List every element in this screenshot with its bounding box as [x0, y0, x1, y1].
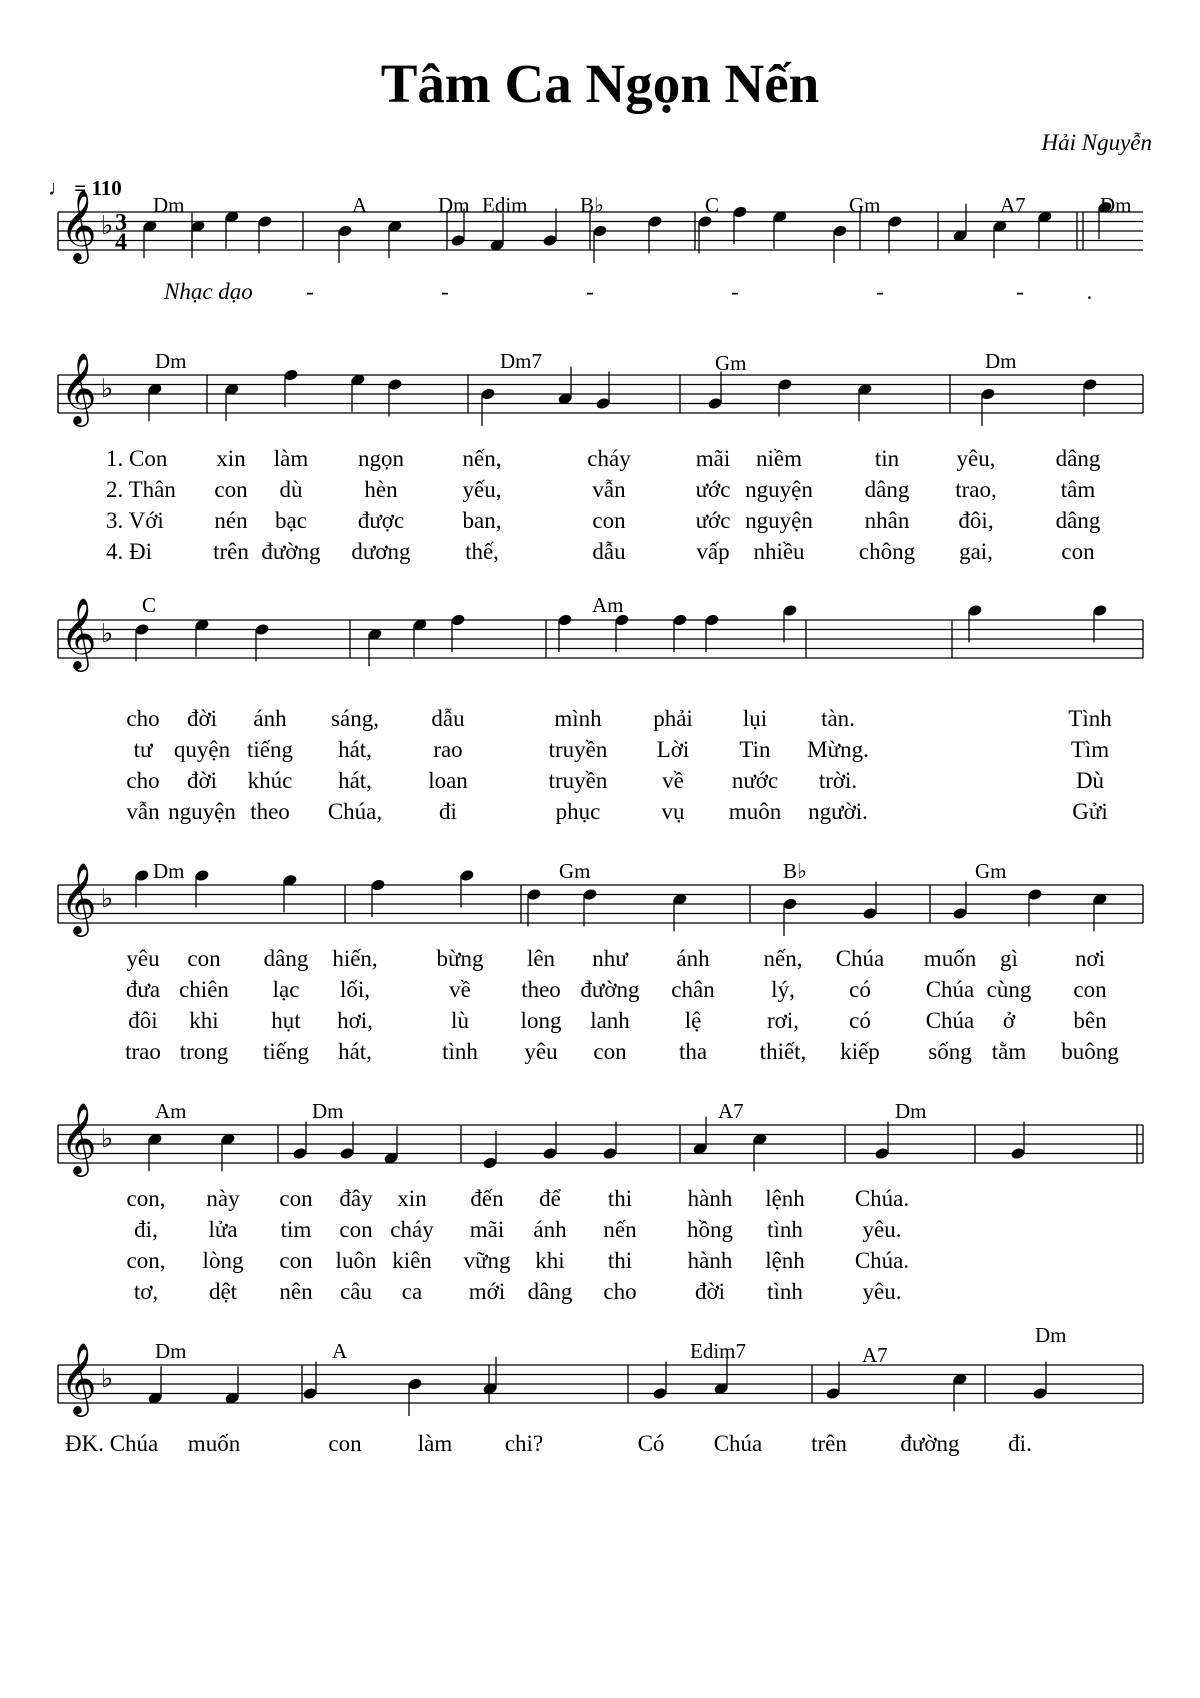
- lyric-syllable: bạc: [275, 508, 307, 533]
- lyric-syllable: được: [357, 508, 405, 533]
- lyric-syllable: con: [1061, 539, 1095, 564]
- lyric-syllable: loan: [428, 768, 468, 793]
- lyric-syllable: tằm: [991, 1039, 1027, 1064]
- lyric-syllable: hơi,: [337, 1008, 373, 1033]
- lyric-syllable: vững: [463, 1248, 511, 1273]
- lyric-syllable: 2. Thân: [106, 477, 176, 502]
- lyric-syllable: lệnh: [765, 1186, 805, 1211]
- lyric-syllable: tình: [442, 1039, 478, 1064]
- lyric-syllable: mãi: [695, 446, 731, 471]
- chord-symbol: Dm: [155, 1339, 187, 1363]
- lyric-syllable: hát,: [338, 737, 372, 762]
- lyric-syllable: tình: [767, 1217, 803, 1242]
- treble-clef-icon: 𝄞: [60, 1345, 97, 1414]
- lyric-syllable: dù: [279, 477, 303, 502]
- lyric-syllable: khúc: [247, 768, 293, 793]
- lyric-syllable: Chúa: [925, 977, 975, 1002]
- lyric-syllable: Có: [637, 1431, 665, 1456]
- lyric-syllable: -: [1016, 279, 1024, 304]
- lyric-syllable: truyền: [548, 768, 608, 793]
- lyric-syllable: con: [187, 946, 221, 971]
- key-signature-flat-icon: ♭: [101, 1123, 114, 1153]
- lyric-syllable: yêu.: [862, 1279, 902, 1304]
- lyric-syllable: dâng: [864, 477, 910, 502]
- chord-symbol: Dm: [153, 859, 185, 883]
- lyric-syllable: Tình: [1068, 706, 1112, 731]
- lyric-syllable: lý,: [771, 977, 795, 1002]
- chord-symbol: Gm: [715, 351, 747, 375]
- lyric-syllable: Chúa.: [854, 1186, 910, 1211]
- lyric-syllable: kiên: [392, 1248, 432, 1273]
- lyric-syllable: tin: [874, 446, 900, 471]
- lyric-syllable: Nhạc dạo: [164, 279, 253, 304]
- lyric-syllable: dâng: [263, 946, 309, 971]
- lyric-syllable: phải: [653, 706, 693, 731]
- lyric-syllable: yêu: [524, 1039, 558, 1064]
- lyric-syllable: con: [328, 1431, 362, 1456]
- lyric-syllable: trên: [213, 539, 249, 564]
- lyric-syllable: -: [306, 279, 314, 304]
- lyric-syllable: muốn: [187, 1431, 241, 1456]
- lyric-syllable: chông: [858, 539, 916, 564]
- lyric-syllable: vẫn: [126, 799, 160, 824]
- chord-symbol: Dm: [312, 1099, 344, 1123]
- lyric-syllable: con,: [126, 1186, 166, 1211]
- lyric-syllable: tim: [280, 1217, 312, 1242]
- chord-symbol: A7: [718, 1099, 744, 1123]
- lyric-syllable: vấp: [696, 539, 730, 564]
- lyric-syllable: Tin: [739, 737, 771, 762]
- lyric-syllable: ca: [401, 1279, 423, 1304]
- chord-symbol: Dm7: [500, 349, 542, 373]
- lyric-syllable: để: [539, 1186, 561, 1211]
- lyric-syllable: con,: [126, 1248, 166, 1273]
- lyric-syllable: sáng,: [331, 706, 379, 731]
- lyric-syllable: câu: [340, 1279, 372, 1304]
- lyric-syllable: -: [586, 279, 594, 304]
- chord-symbol: Gm: [849, 193, 881, 217]
- lyric-syllable: này: [206, 1186, 240, 1211]
- lyric-syllable: theo: [250, 799, 290, 824]
- lyric-syllable: đời: [186, 706, 218, 731]
- lyric-syllable: lạc: [272, 977, 300, 1002]
- lyric-syllable: Chúa: [713, 1431, 763, 1456]
- lyric-syllable: ước: [695, 508, 731, 533]
- lyric-syllable: dâng: [1055, 508, 1101, 533]
- lyric-syllable: rao: [433, 737, 463, 762]
- lyric-syllable: mới: [468, 1279, 506, 1304]
- lyric-syllable: đường: [261, 539, 321, 564]
- lyric-syllable: sống: [928, 1039, 972, 1064]
- lyric-syllable: -: [441, 279, 449, 304]
- lyric-syllable: ở: [1002, 1008, 1016, 1033]
- key-signature-flat-icon: ♭: [101, 210, 114, 240]
- lyric-syllable: gì: [1000, 946, 1018, 971]
- lyric-syllable: đường: [580, 977, 640, 1002]
- chord-symbol: Edim7: [690, 1339, 746, 1363]
- lyric-syllable: buông: [1061, 1039, 1119, 1064]
- lyric-syllable: ban,: [462, 508, 502, 533]
- lyric-syllable: đôi,: [958, 508, 994, 533]
- lyric-syllable: chân: [671, 977, 715, 1002]
- lyric-syllable: nước: [731, 768, 779, 793]
- lyric-syllable: con: [593, 1039, 627, 1064]
- lyric-syllable: ánh: [253, 706, 287, 731]
- lyric-syllable: 4. Đi: [106, 539, 152, 564]
- lyric-syllable: truyền: [548, 737, 608, 762]
- key-signature-flat-icon: ♭: [101, 373, 114, 403]
- lyric-syllable: đây: [339, 1186, 373, 1211]
- lyric-syllable: tiếng: [247, 737, 293, 762]
- lyric-syllable: hành: [687, 1186, 733, 1211]
- lyric-syllable: yêu: [126, 946, 160, 971]
- lyric-syllable: lù: [451, 1008, 469, 1033]
- chord-symbol: C: [142, 593, 157, 617]
- song-title: Tâm Ca Ngọn Nến: [380, 53, 820, 114]
- lyric-syllable: đi.: [1008, 1431, 1032, 1456]
- lyric-syllable: ĐK. Chúa: [65, 1431, 159, 1456]
- lyric-syllable: tâm: [1060, 477, 1096, 502]
- lyric-syllable: bừng: [436, 946, 484, 971]
- lyric-syllable: nơi: [1074, 946, 1106, 971]
- lyric-syllable: con: [1073, 977, 1107, 1002]
- lyric-syllable: nhân: [864, 508, 910, 533]
- lyric-syllable: hiến,: [332, 946, 378, 971]
- treble-clef-icon: 𝄞: [60, 600, 97, 669]
- lyric-syllable: hát,: [338, 768, 372, 793]
- lyric-syllable: cùng: [986, 977, 1032, 1002]
- chord-symbol: Dm: [438, 193, 470, 217]
- lyric-syllable: nến,: [462, 446, 502, 471]
- lyric-syllable: cho: [126, 706, 160, 731]
- lyric-syllable: con: [279, 1186, 313, 1211]
- chord-symbol: Dm: [155, 349, 187, 373]
- lyric-syllable: xin: [397, 1186, 427, 1211]
- chord-symbol: Dm: [985, 349, 1017, 373]
- chord-symbol: Am: [592, 593, 624, 617]
- chord-symbol: B♭: [783, 859, 807, 883]
- lyric-syllable: có: [849, 977, 871, 1002]
- lyric-syllable: đôi: [128, 1008, 158, 1033]
- lyric-syllable: lòng: [202, 1248, 244, 1273]
- lyric-syllable: cho: [126, 768, 160, 793]
- lyric-syllable: cháy: [390, 1217, 434, 1242]
- lyric-syllable: dâng: [527, 1279, 573, 1304]
- lyric-syllable: dương: [351, 539, 411, 564]
- treble-clef-icon: 𝄞: [60, 1105, 97, 1174]
- lyric-syllable: hành: [687, 1248, 733, 1273]
- lyric-syllable: tiếng: [263, 1039, 309, 1064]
- lyric-syllable: hồng: [687, 1217, 733, 1242]
- lyric-syllable: về: [449, 977, 471, 1002]
- lyric-syllable: như: [592, 946, 628, 971]
- lyric-syllable: yêu.: [862, 1217, 902, 1242]
- treble-clef-icon: 𝄞: [60, 865, 97, 934]
- lyric-syllable: lửa: [208, 1217, 238, 1242]
- lyric-syllable: trên: [811, 1431, 847, 1456]
- lyric-syllable: lụi: [742, 706, 768, 731]
- lyric-syllable: Lời: [656, 737, 690, 762]
- lyric-syllable: theo: [521, 977, 561, 1002]
- lyric-syllable: trao: [125, 1039, 161, 1064]
- lyric-syllable: con: [339, 1217, 373, 1242]
- lyric-syllable: đi,: [134, 1217, 158, 1242]
- lyric-syllable: lanh: [590, 1008, 630, 1033]
- lyric-syllable: rơi,: [767, 1008, 799, 1033]
- lyric-syllable: con: [214, 477, 248, 502]
- lyric-syllable: nén: [214, 508, 248, 533]
- lyric-syllable: 1. Con: [106, 446, 168, 471]
- lyric-syllable: tình: [767, 1279, 803, 1304]
- lyric-syllable: lệ: [684, 1008, 702, 1033]
- time-signature-bottom: 4: [115, 229, 127, 256]
- time-signature-top: 3: [115, 210, 127, 237]
- lyric-syllable: Chúa: [925, 1008, 975, 1033]
- lyric-syllable: luôn: [335, 1248, 377, 1273]
- lyric-syllable: -: [731, 279, 739, 304]
- lyric-syllable: trong: [179, 1039, 229, 1064]
- lyric-syllable: làm: [417, 1431, 453, 1456]
- lyric-syllable: ngọn: [358, 446, 404, 471]
- composer-name: Hải Nguyễn: [1041, 130, 1152, 155]
- lyric-syllable: xin: [216, 446, 246, 471]
- lyric-syllable: Tìm: [1070, 737, 1110, 762]
- lyric-syllable: hụt: [271, 1008, 301, 1033]
- lyric-syllable: tơ,: [133, 1279, 159, 1304]
- lyric-syllable: đường: [900, 1431, 960, 1456]
- chord-symbol: Am: [155, 1099, 187, 1123]
- chord-symbol: A: [352, 193, 368, 217]
- key-signature-flat-icon: ♭: [101, 618, 114, 648]
- lyric-syllable: thiết,: [759, 1039, 807, 1064]
- lyric-syllable: ánh: [533, 1217, 567, 1242]
- lyric-syllable: hèn: [364, 477, 398, 502]
- lyric-syllable: niềm: [756, 446, 802, 471]
- lyric-syllable: dệt: [208, 1279, 238, 1304]
- lyric-syllable: tha: [678, 1039, 708, 1064]
- lyric-syllable: có: [849, 1008, 871, 1033]
- chord-symbol: A: [332, 1339, 348, 1363]
- lyric-syllable: Chúa: [835, 946, 885, 971]
- lyric-syllable: mãi: [469, 1217, 505, 1242]
- lyric-syllable: ánh: [676, 946, 710, 971]
- lyric-syllable: trời.: [818, 768, 858, 793]
- treble-clef-icon: 𝄞: [60, 355, 97, 424]
- lyric-syllable: vụ: [661, 799, 685, 824]
- treble-clef-icon: 𝄞: [60, 192, 97, 261]
- lyric-syllable: gai,: [959, 539, 993, 564]
- lyric-syllable: nguyện: [168, 799, 236, 824]
- lyric-syllable: nến,: [763, 946, 803, 971]
- lyric-syllable: ước: [695, 477, 731, 502]
- chord-symbol: Dm: [153, 193, 185, 217]
- lyric-syllable: đời: [694, 1279, 726, 1304]
- lyric-syllable: Gửi: [1072, 799, 1108, 824]
- lyric-syllable: người.: [808, 799, 868, 824]
- chord-symbol: C: [705, 193, 720, 217]
- lyric-syllable: lên: [526, 946, 556, 971]
- chord-symbol: Dm: [895, 1099, 927, 1123]
- lyric-syllable: mình: [554, 706, 602, 731]
- lyric-syllable: -: [876, 279, 884, 304]
- lyric-syllable: long: [520, 1008, 562, 1033]
- lyric-syllable: đi: [439, 799, 457, 824]
- lyric-syllable: về: [662, 768, 684, 793]
- lyric-syllable: nguyện: [745, 477, 813, 502]
- lyric-syllable: trao,: [955, 477, 997, 502]
- lyric-syllable: yếu,: [462, 477, 502, 502]
- lyric-syllable: quyện: [173, 737, 231, 762]
- lyric-syllable: hát,: [338, 1039, 372, 1064]
- lyric-syllable: đưa: [125, 977, 161, 1002]
- chord-symbol: Edim: [482, 193, 528, 217]
- lyric-syllable: lệnh: [765, 1248, 805, 1273]
- lyric-syllable: dâng: [1055, 446, 1101, 471]
- lyric-syllable: yêu,: [956, 446, 996, 471]
- lyric-syllable: 3. Với: [106, 508, 164, 533]
- lyric-syllable: Chúa.: [854, 1248, 910, 1273]
- chord-symbol: B♭: [580, 193, 604, 217]
- chord-symbol: A7: [862, 1343, 888, 1367]
- lyric-syllable: vẫn: [592, 477, 626, 502]
- chord-symbol: A7: [1000, 193, 1026, 217]
- lyric-syllable: làm: [273, 446, 309, 471]
- lyric-syllable: lối,: [339, 977, 371, 1002]
- lyric-syllable: muốn: [923, 946, 977, 971]
- tempo-value: = 110: [74, 176, 122, 200]
- lyric-syllable: Chúa,: [327, 799, 383, 824]
- chord-symbol: Dm: [1035, 1323, 1067, 1347]
- quarter-note-icon: ♩: [48, 176, 69, 200]
- lyric-syllable: nguyện: [745, 508, 813, 533]
- lyric-syllable: chiên: [179, 977, 229, 1002]
- lyric-syllable: tàn.: [821, 706, 855, 731]
- lyric-syllable: dẫu: [431, 706, 465, 731]
- lyric-syllable: Dù: [1075, 768, 1105, 793]
- lyric-syllable: thi: [607, 1248, 633, 1273]
- lyric-syllable: thế,: [465, 539, 499, 564]
- lyric-syllable: .: [1087, 279, 1093, 304]
- key-signature-flat-icon: ♭: [101, 883, 114, 913]
- lyric-syllable: dẫu: [592, 539, 626, 564]
- lyric-syllable: kiếp: [840, 1039, 880, 1064]
- lyric-syllable: nên: [279, 1279, 313, 1304]
- lyric-syllable: nhiều: [753, 539, 805, 564]
- lyric-syllable: cho: [603, 1279, 637, 1304]
- lyric-syllable: con: [279, 1248, 313, 1273]
- chord-symbol: Gm: [975, 859, 1007, 883]
- lyric-syllable: con: [592, 508, 626, 533]
- lyric-syllable: chi?: [504, 1431, 544, 1456]
- lyric-syllable: khi: [189, 1008, 219, 1033]
- key-signature-flat-icon: ♭: [101, 1363, 114, 1393]
- lyric-syllable: thi: [607, 1186, 633, 1211]
- lyric-syllable: đời: [186, 768, 218, 793]
- chord-symbol: Gm: [559, 859, 591, 883]
- lyric-syllable: bên: [1073, 1008, 1107, 1033]
- lyric-syllable: phục: [555, 799, 601, 824]
- lyric-syllable: cháy: [587, 446, 631, 471]
- lyric-syllable: Mừng.: [807, 737, 869, 762]
- lyric-syllable: nến: [603, 1217, 637, 1242]
- lyric-syllable: muôn: [728, 799, 782, 824]
- lyric-syllable: đến: [470, 1186, 504, 1211]
- chord-symbol: Dm: [1100, 193, 1132, 217]
- lyric-syllable: tư: [133, 737, 153, 762]
- lyric-syllable: khi: [535, 1248, 565, 1273]
